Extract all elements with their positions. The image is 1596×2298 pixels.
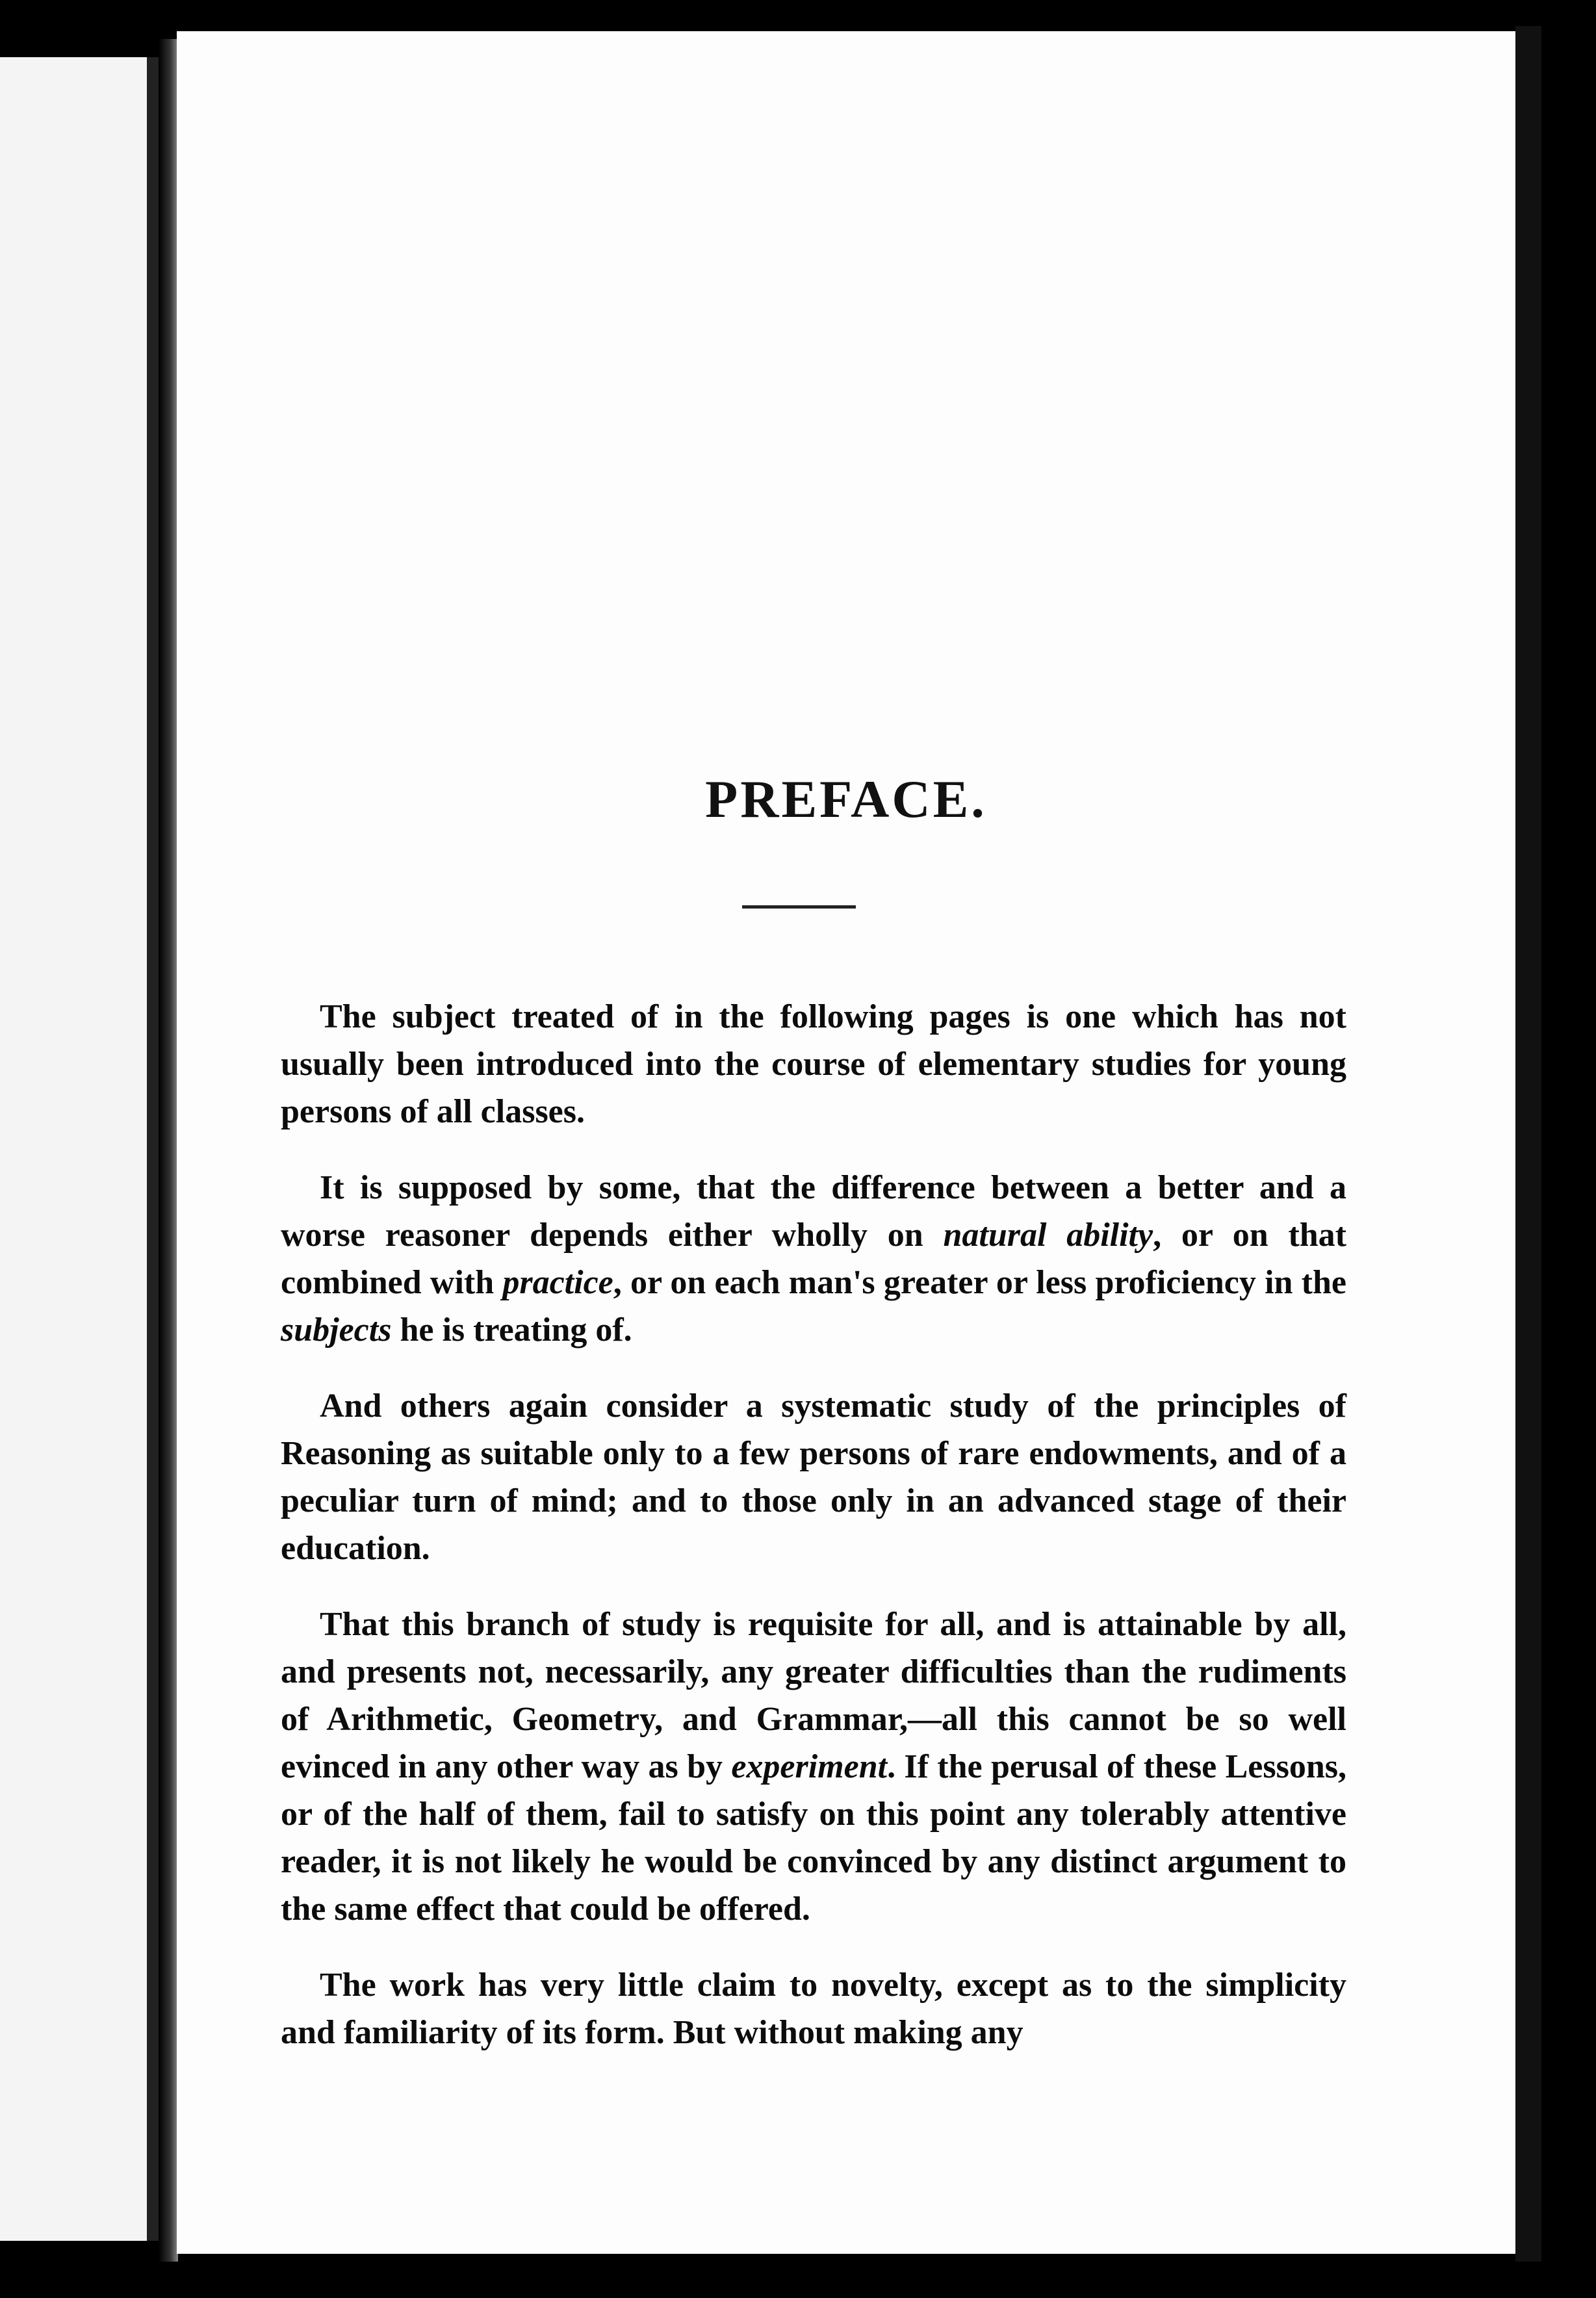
- facing-page-border: [147, 57, 159, 2241]
- body-text: [281, 993, 1346, 2085]
- facing-page-edge: [0, 57, 151, 2241]
- book-page: [177, 31, 1515, 2254]
- italic-phrase: natural ability: [943, 1217, 1153, 1254]
- text-run: It is supposed by some, that the difference between a better and a worse reasoner depends either wholly on: [281, 1169, 1346, 1254]
- italic-phrase: practice: [502, 1264, 613, 1301]
- page-heading: PREFACE.: [705, 769, 987, 829]
- text-run: And others again consider a systematic study of the principles of Reasoning as suitable only to a few persons of rare endowments, and of a peculiar turn of mind; and to those only in an advanced stage of their education.: [281, 1388, 1346, 1567]
- text-run: , or on each man's greater or less proficiency in the: [613, 1264, 1346, 1301]
- paragraph-3: [281, 1382, 1346, 1572]
- text-run: , or on that combined with: [281, 1217, 1346, 1301]
- paragraph-5: [281, 1961, 1346, 2056]
- text-run: That this branch of study is requisite for all, and is attainable by all, and presents not, necessarily, any greater difficulties than the rudiments of Arithmetic, Geometry, and Grammar,—all this cannot be so well evinced in any other way as by: [281, 1606, 1346, 1785]
- text-run: The subject treated of in the following pages is one which has not usually been introduced into the course of elementary studies for young persons of all classes.: [281, 998, 1346, 1130]
- italic-phrase: experiment: [731, 1748, 888, 1785]
- paragraph-1: [281, 993, 1346, 1135]
- text-run: he is treating of.: [391, 1311, 632, 1349]
- text-run: . If the perusal of these Lessons, or of the half of them, fail to satisfy on this point any tolerably attentive reader, it is not likely he would be convinced by any distinct argument to the same effect that could be offered.: [281, 1748, 1346, 1928]
- spine-shadow: [159, 39, 178, 2262]
- paragraph-2: [281, 1164, 1346, 1354]
- right-page-edge: [1515, 26, 1541, 2262]
- paragraph-4: [281, 1601, 1346, 1933]
- heading-rule: [742, 905, 856, 909]
- italic-phrase: subjects: [281, 1311, 392, 1349]
- text-run: The work has very little claim to novelty, except as to the simplicity and familiarity of its form. But without making any: [281, 1967, 1346, 2051]
